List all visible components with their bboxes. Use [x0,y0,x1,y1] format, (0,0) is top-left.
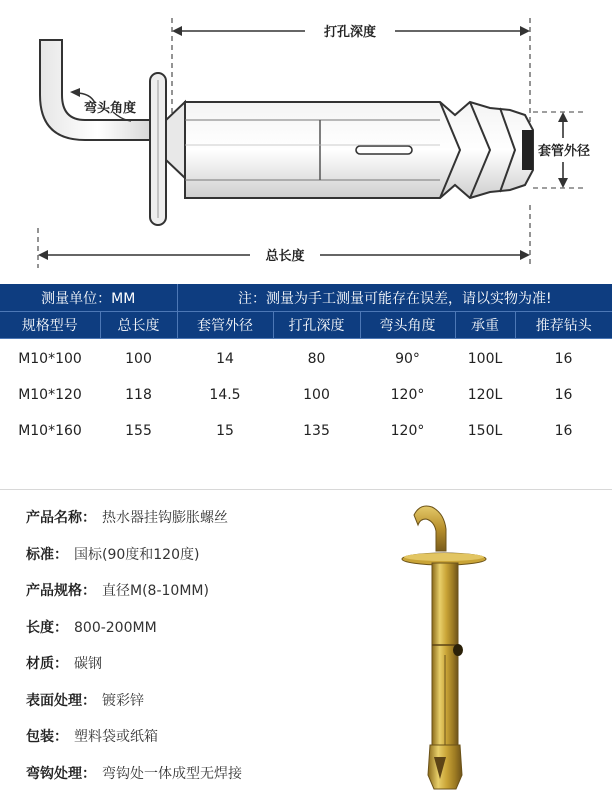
cell-model: M10*100 [18,351,82,367]
info-standard [26,537,386,574]
cell-drill-depth: 100 [303,387,330,403]
sleeve-diameter-label: 套管外径 [538,144,591,159]
info-value: 热水器挂钩膨胀螺丝 [102,510,228,527]
drill-depth-label: 打孔深度 [323,25,377,40]
cell-total-length: 100 [125,351,152,367]
cell-load: 120L [467,387,503,403]
info-key: 材质： [26,656,68,673]
cell-total-length: 118 [125,387,152,403]
bend-angle-annotation [70,88,136,121]
header-sleeve-diameter: 套管外径 [177,312,273,339]
info-key: 包装： [26,729,68,746]
cell-load: 100L [467,351,503,367]
disclaimer-note: 注：测量为手工测量可能存在误差，请以实物为准! [177,284,612,312]
cell-bend-angle: 90° [395,351,420,367]
table-note-row [0,284,612,312]
info-product-name [26,500,386,537]
info-value: 塑料袋或纸箱 [74,729,158,746]
sleeve-diameter-dimension [533,112,590,188]
info-key: 产品规格： [26,583,96,600]
info-value: 碳钢 [74,656,102,673]
info-surface [26,683,386,720]
bolt-dimension-diagram [0,0,612,282]
header-model: 规格型号 [0,312,100,339]
cell-sleeve-diameter: 15 [216,423,234,439]
cell-sleeve-diameter: 14 [216,351,234,367]
section-divider [0,489,612,490]
cell-bend-angle: 120° [390,423,425,439]
hook [40,40,155,140]
table-row [0,339,612,378]
info-value: 镀彩锌 [102,692,144,709]
cell-drill-depth: 135 [303,423,330,439]
info-length [26,610,386,647]
table-row [0,377,612,413]
cell-total-length: 155 [125,423,152,439]
header-drill-depth: 打孔深度 [273,312,360,339]
info-key: 标准： [26,546,68,563]
cell-model: M10*160 [18,423,82,439]
product-info-list [26,500,386,792]
cell-model: M10*120 [18,387,82,403]
cell-drill-bit: 16 [554,351,573,367]
info-packaging [26,719,386,756]
header-total-length: 总长度 [100,312,177,339]
bend-angle-label: 弯头角度 [84,101,137,116]
washer [150,73,166,225]
info-key: 产品名称： [26,510,96,527]
total-length-label: 总长度 [265,249,305,264]
header-drill-bit: 推荐钻头 [515,312,612,339]
info-key: 表面处理： [26,692,96,709]
sleeve [166,102,533,198]
header-bend-angle: 弯头角度 [360,312,455,339]
info-value: 弯钩处一体成型无焊接 [102,765,242,782]
info-value: 直径M(8-10MM) [102,583,209,600]
info-value: 800-200MM [74,619,157,636]
header-load: 承重 [455,312,515,339]
spec-table [0,284,612,449]
cell-bend-angle: 120° [390,387,425,403]
table-row [0,413,612,449]
cell-sleeve-diameter: 14.5 [209,387,241,403]
info-spec [26,573,386,610]
table-header-row [0,312,612,339]
info-key: 弯钩处理： [26,765,96,782]
info-value: 国标(90度和120度) [74,546,200,563]
cell-load: 150L [467,423,503,439]
cell-drill-bit: 16 [554,387,573,403]
cell-drill-bit: 16 [554,423,573,439]
info-hook-process [26,756,386,793]
cell-drill-depth: 80 [307,351,326,367]
unit-note: 测量单位：MM [0,284,177,312]
bolt-product-image [400,495,520,795]
info-key: 长度： [26,619,68,636]
info-material [26,646,386,683]
total-length-dimension [38,205,530,268]
